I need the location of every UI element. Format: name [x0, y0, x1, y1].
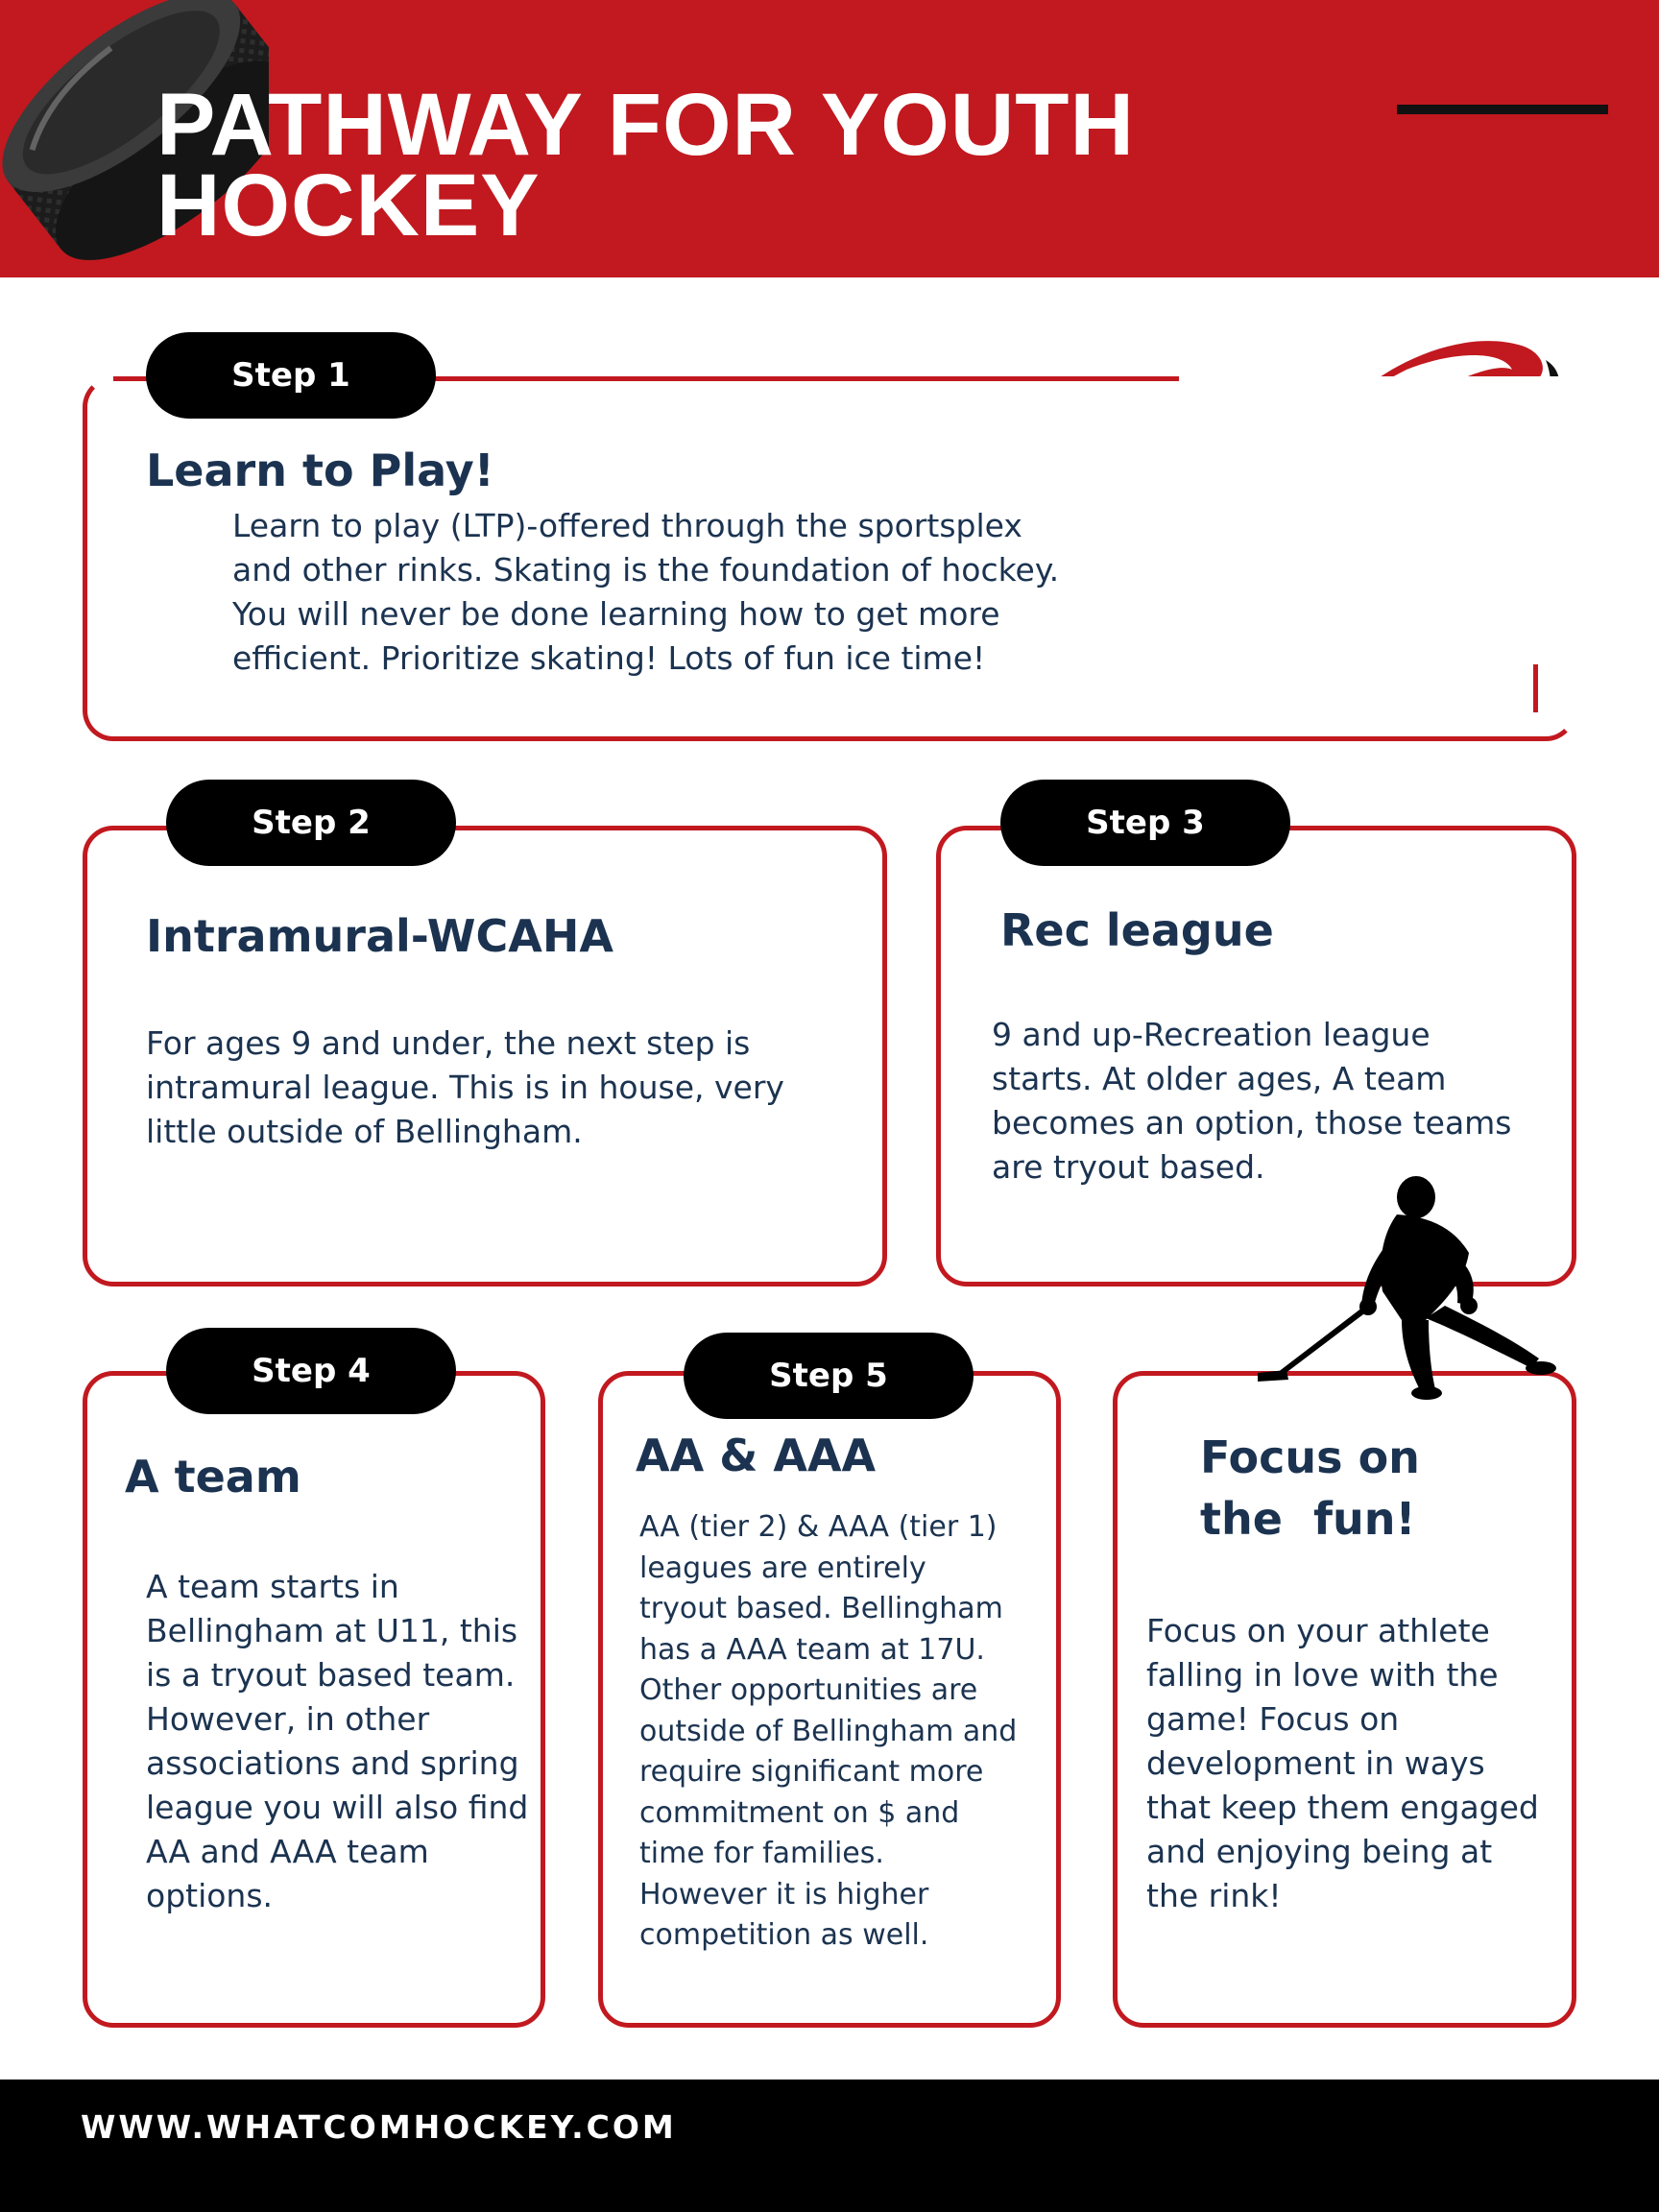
- footer-website-link[interactable]: WWW.WHATCOMHOCKEY.COM: [81, 2108, 677, 2146]
- step-5-heading: AA & AAA: [636, 1430, 877, 1481]
- header-accent-bar: [1397, 105, 1608, 114]
- step-2-heading: Intramural-WCAHA: [146, 910, 613, 962]
- title-line-1: PATHWAY FOR YOUTH: [156, 76, 1135, 174]
- focus-body: Focus on your athlete falling in love with the game! Focus on development in ways that keep them engaged and enjoying being at the rink!: [1146, 1612, 1539, 1914]
- step-4-body: A team starts in Bellingham at U11, this is a tryout based team. However, in other associations and spring league you will also find AA and AAA team options.: [146, 1568, 529, 1914]
- step-4-heading: A team: [125, 1451, 301, 1503]
- step-3-pill: Step 3: [1000, 780, 1290, 866]
- focus-heading-line-1: Focus on: [1200, 1431, 1420, 1483]
- step-1-heading: Learn to Play!: [146, 445, 494, 496]
- focus-heading-line-2: the fun!: [1200, 1493, 1416, 1545]
- step-2-pill: Step 2: [166, 780, 456, 866]
- step-1-body: Learn to play (LTP)-offered through the sportsplex and other rinks. Skating is the foundation of hockey. You will never be done learning how to get more efficient. Prioritize skating! Lots of fun ice time!: [232, 507, 1060, 677]
- page-title: [156, 76, 1309, 254]
- footer-bar: [0, 2080, 1659, 2212]
- step-5-pill: Step 5: [684, 1333, 974, 1419]
- step-3-body: 9 and up-Recreation league starts. At older ages, A team becomes an option, those teams are tryout based.: [992, 1016, 1512, 1186]
- title-line-2: HOCKEY: [156, 156, 541, 254]
- step-4-pill: Step 4: [166, 1328, 456, 1414]
- step-3-heading: Rec league: [1000, 904, 1274, 956]
- step-2-body: For ages 9 and under, the next step is intramural league. This is in house, very little outside of Bellingham.: [146, 1024, 784, 1150]
- hockey-player-icon: [1258, 1176, 1584, 1407]
- step-1-pill: Step 1: [146, 332, 436, 419]
- step-5-body: AA (tier 2) & AAA (tier 1) leagues are entirely tryout based. Bellingham has a AAA team at 17U. Other opportunities are outside of Bellingham and require significant more commitment on $ and time for families. However it is higher competition as well.: [639, 1510, 1018, 1952]
- focus-heading: [1200, 1427, 1420, 1550]
- step-1-card-right-line: [1533, 664, 1538, 712]
